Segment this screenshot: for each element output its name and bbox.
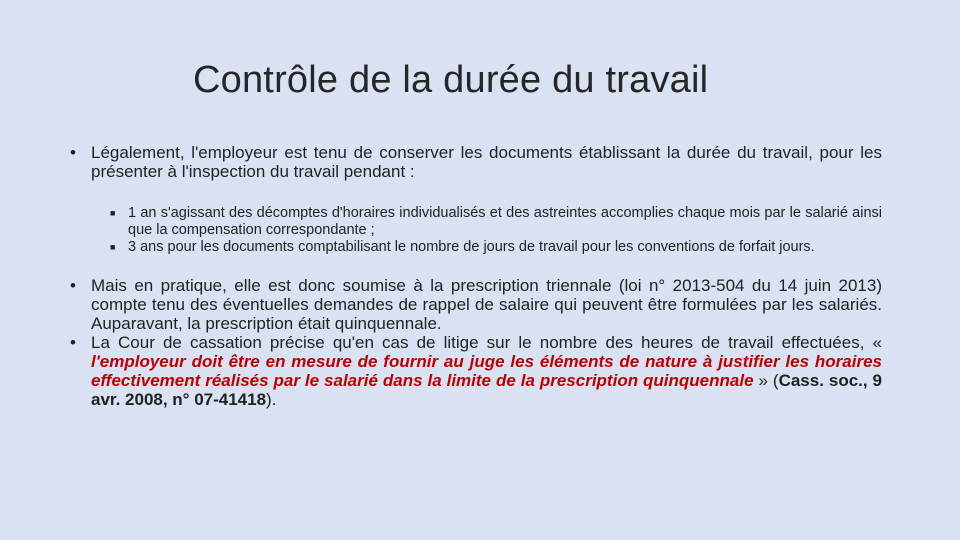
quote-close: » ( [753, 371, 779, 390]
bullet-paragraph-cour-de-cassation [70, 333, 882, 409]
paragraph-end: ). [266, 390, 277, 409]
paragraph-intro: La Cour de cassation précise qu'en cas de litige sur le nombre des heures de travail effectuées, « [91, 333, 882, 352]
sub-bullet-one-year [70, 205, 882, 239]
paragraph-text: Légalement, l'employeur est tenu de conserver les documents établissant la durée du travail, pour les présenter à l'inspection du travail pendant : [91, 143, 882, 181]
bullet-icon: • [70, 276, 76, 295]
slide-body [70, 143, 882, 409]
sub-bullet-text: 1 an s'agissant des décomptes d'horaires individualisés et des astreintes accomplies chaque mois par le salarié ainsi que la compensation correspondante ; [128, 205, 882, 238]
sub-bullet-text: 3 ans pour les documents comptabilisant le nombre de jours de travail pour les conventions de forfait jours. [128, 239, 815, 255]
paragraph-text: Mais en pratique, elle est donc soumise à la prescription triennale (loi n° 2013-504 du 14 juin 2013) compte tenu des éventuelles demandes de rappel de salaire qui peuvent être formulées par les salariés. Auparavant, la prescription était quinquennale. [91, 276, 882, 333]
case-reference: Cass. soc., 9 avr. 2008, n° 07-41418 [91, 371, 883, 409]
square-bullet-icon: ■ [110, 242, 116, 252]
bullet-icon: • [70, 143, 76, 162]
slide-title: Contrôle de la durée du travail [193, 59, 709, 101]
quote-text: l'employeur doit être en mesure de fournir au juge les éléments de nature à justifier les horaires effectivement réalisés par le salarié dans la limite de la prescription quinquennale [91, 352, 882, 390]
bullet-paragraph-legal-duty [70, 143, 882, 181]
bullet-paragraph-prescription [70, 276, 882, 333]
square-bullet-icon: ■ [110, 208, 116, 218]
bullet-icon: • [70, 333, 76, 352]
sub-bullet-three-years [70, 239, 882, 256]
